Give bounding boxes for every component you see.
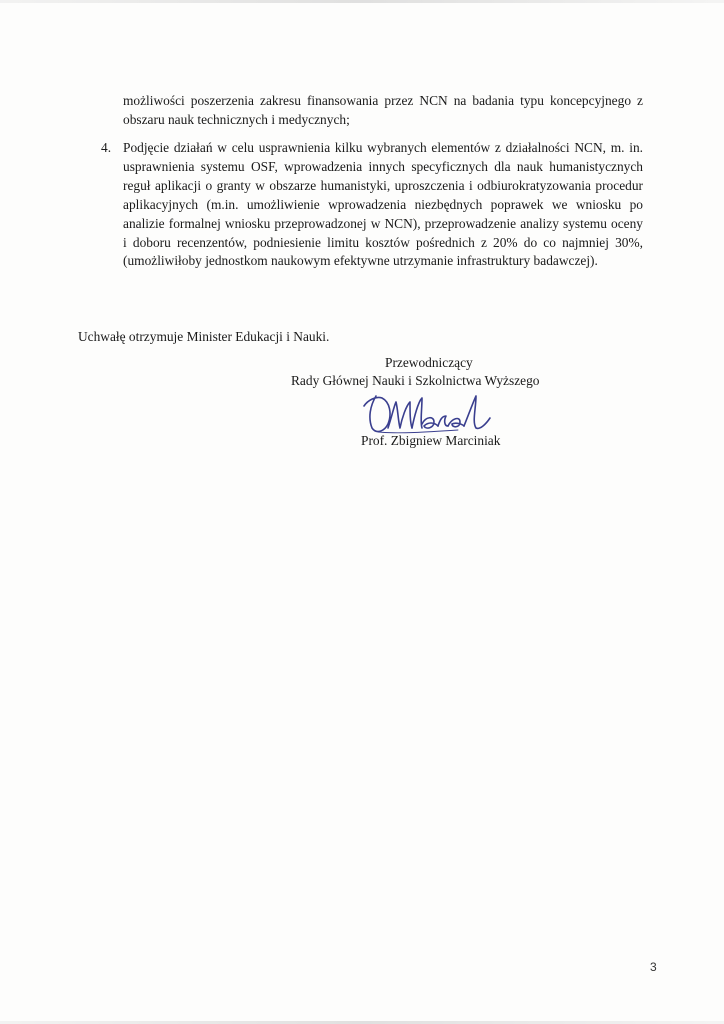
page-number: 3	[650, 960, 657, 974]
signatory-title: Przewodniczący	[385, 355, 473, 370]
scan-top-edge	[0, 0, 724, 3]
signatory-name: Prof. Zbigniew Marciniak	[361, 433, 501, 448]
handwritten-signature-icon	[358, 388, 498, 438]
list-item-text: Podjęcie działań w celu usprawnienia kilku wybranych elementów z działalności NCN, m. in. usprawnienia systemu OSF, wprowadzenia innych specyficznych dla nauk humanistycznych reguł aplikacji o granty w obszarze humanistyki, uproszczenia i odbiurokratyzowania procedur aplikacyjnych (m.in. umożliwienie wprowadzenia niezbędnych poprawek we wniosku po analizie formalnej wniosku przeprowadzonej w NCN), przeprowadzenie analizy systemu oceny i doboru recenzentów, podniesienie limitu kosztów pośrednich z 20% do co najmniej 30%, (umożliwiłoby jednostkom naukowym efektywne utrzymanie infrastruktury badawczej).	[123, 140, 643, 269]
recipient-note: Uchwałę otrzymuje Minister Edukacji i Nauki.	[78, 329, 330, 344]
signatory-organization: Rady Głównej Nauki i Szkolnictwa Wyższego	[291, 373, 540, 388]
list-item-number: 4.	[101, 140, 112, 155]
list-item-continuation: możliwości poszerzenia zakresu finansowania przez NCN na badania typu koncepcyjnego z obszaru nauk technicznych i medycznych;	[123, 93, 643, 127]
